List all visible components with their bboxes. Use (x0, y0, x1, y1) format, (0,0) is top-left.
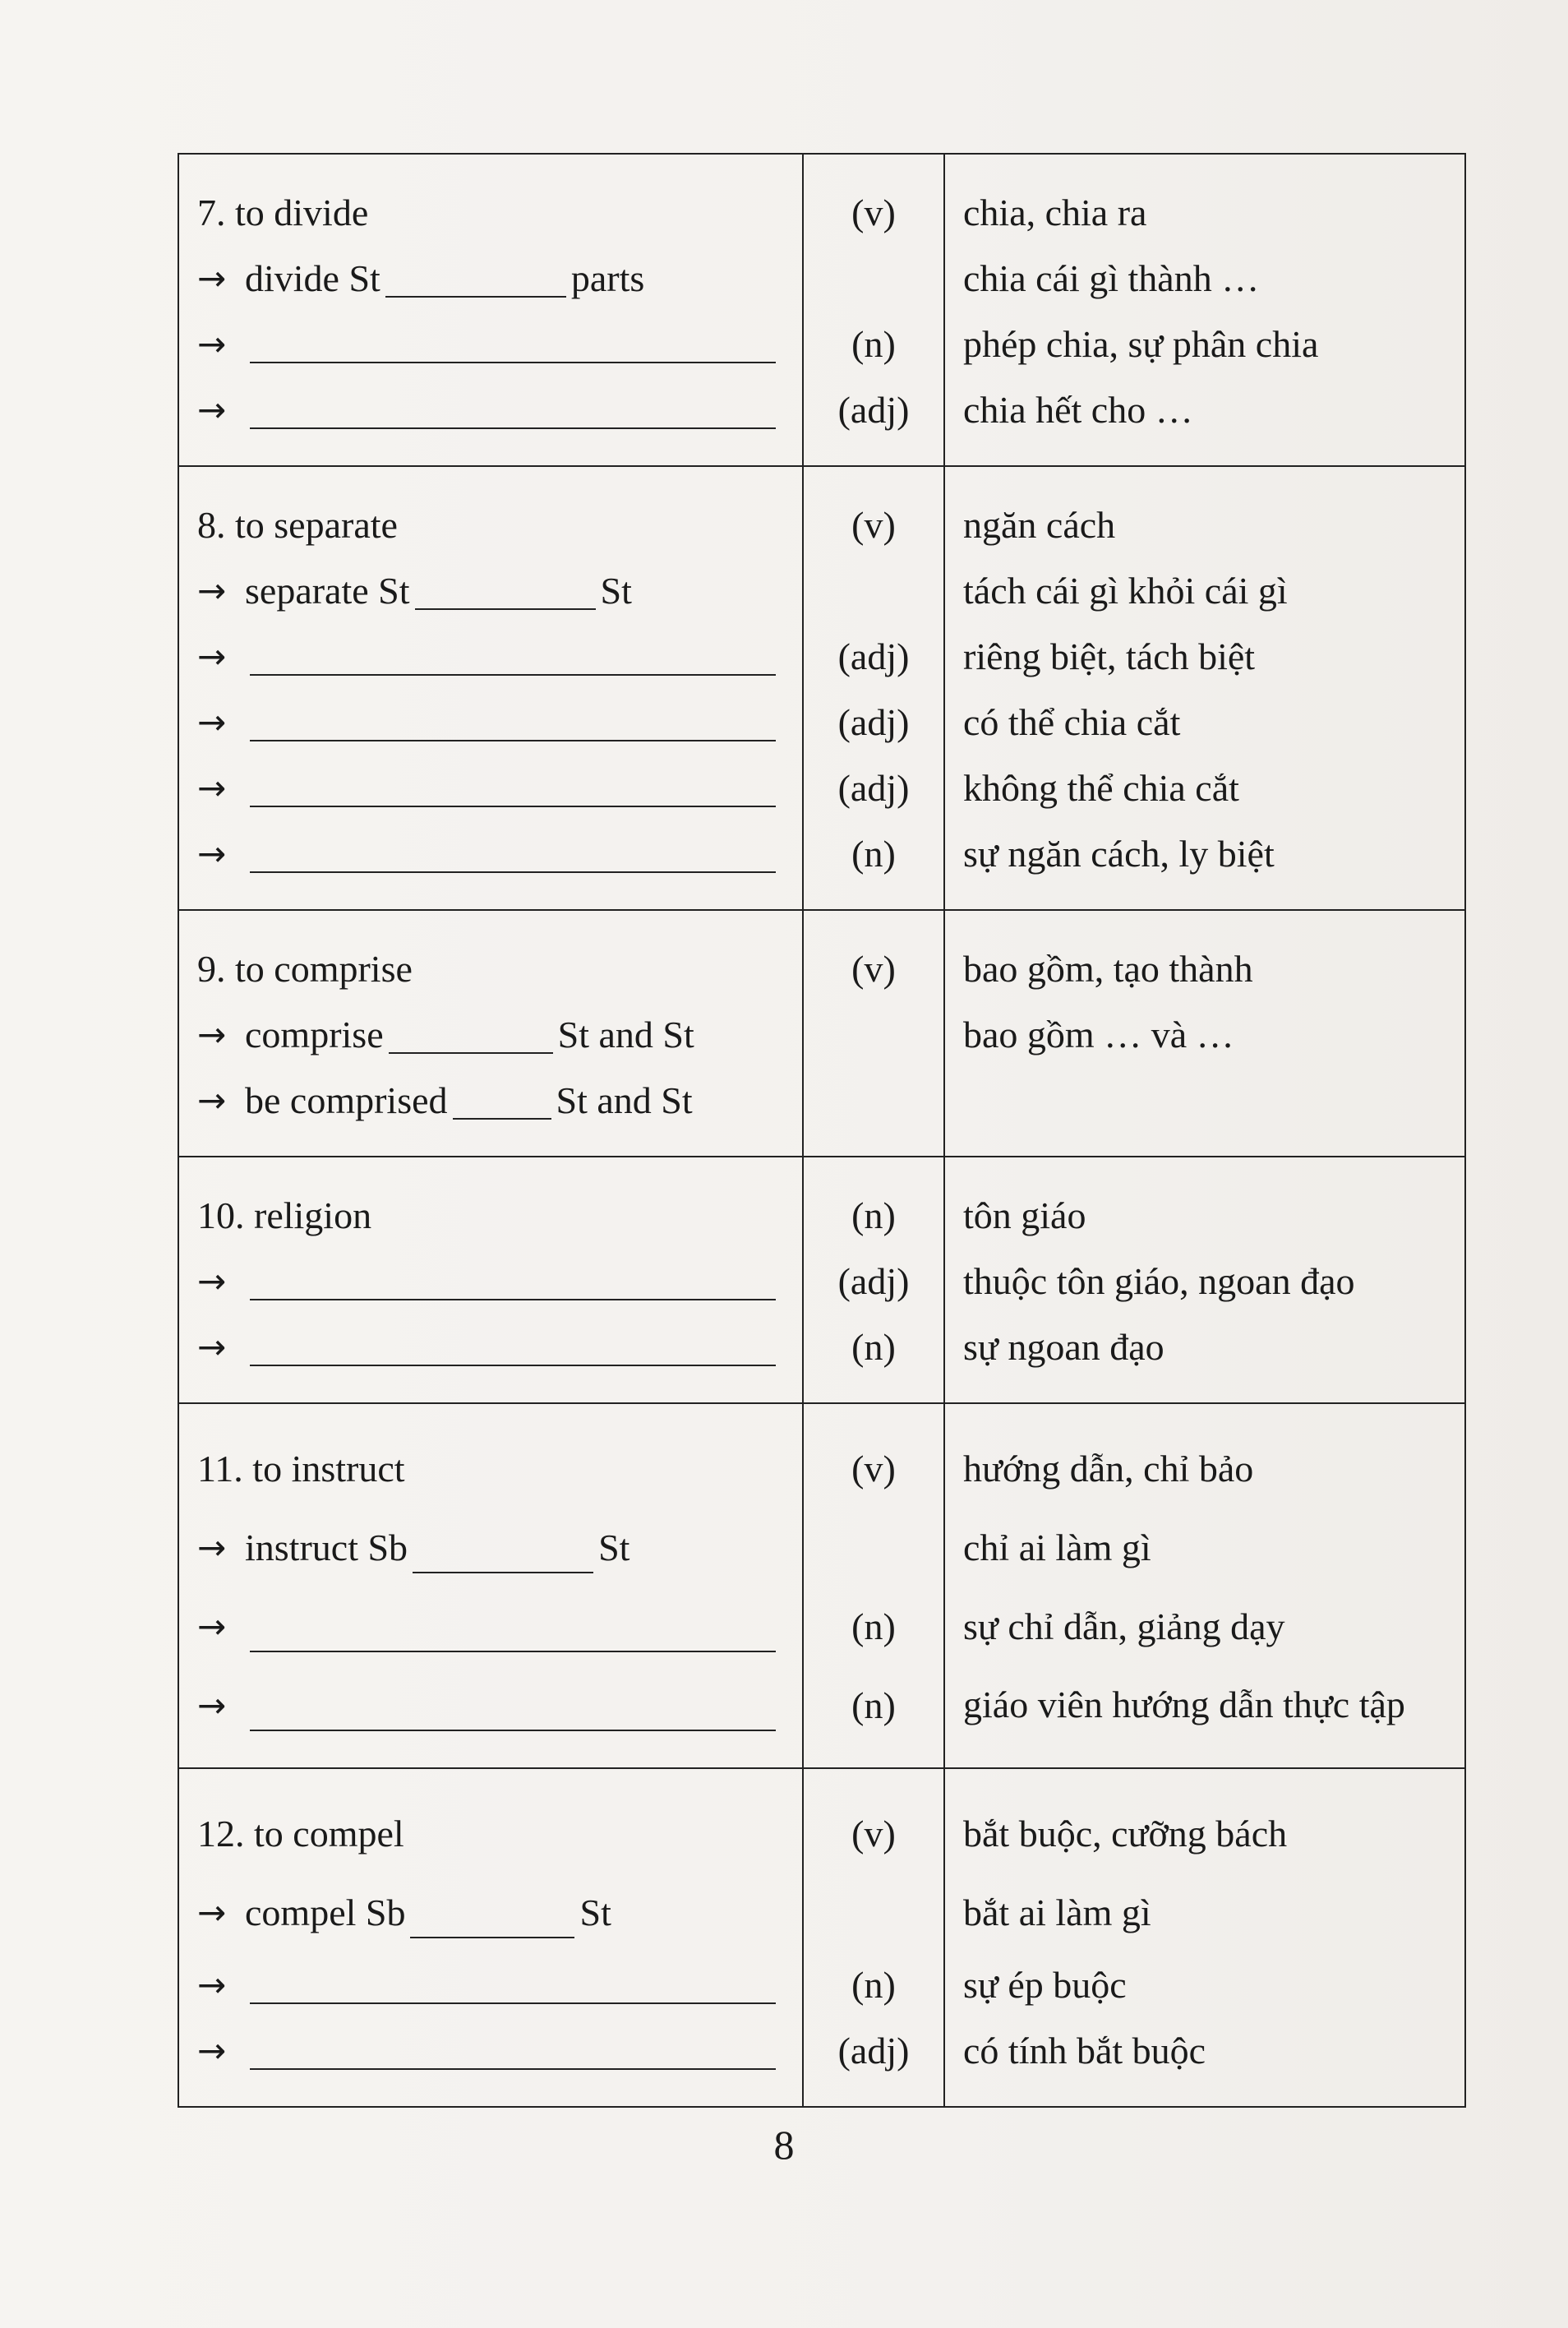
pos-label: (adj) (837, 1259, 910, 1302)
meaning: thuộc tôn giáo, ngoan đạo (963, 1259, 1355, 1302)
meaning: không thể chia cắt (963, 766, 1239, 809)
pos-label (804, 245, 943, 311)
arrow-icon: → (197, 1260, 227, 1301)
pos-label: (n) (851, 1325, 896, 1368)
collocation-prefix: instruct Sb (245, 1526, 408, 1568)
derivative-row (197, 820, 787, 886)
meaning: tôn giáo (963, 1194, 1086, 1236)
arrow-icon: → (197, 1527, 227, 1568)
collocation-suffix: St and St (556, 1079, 693, 1121)
blank-line[interactable] (250, 1700, 776, 1731)
meaning: bao gồm, tạo thành (963, 947, 1253, 990)
entry-divide (179, 155, 1464, 465)
headword: 10. religion (197, 1194, 372, 1236)
blank-line[interactable] (410, 1907, 574, 1938)
blank-line[interactable] (250, 1335, 776, 1366)
pos-label: (n) (851, 1963, 896, 2006)
collocation-row (197, 1067, 787, 1133)
collocation-suffix: St (600, 569, 632, 612)
collocation-row (197, 245, 787, 311)
blank-line[interactable] (250, 332, 776, 363)
headword: 11. to instruct (197, 1447, 405, 1490)
meaning: bắt ai làm gì (963, 1891, 1151, 1933)
meaning-column (945, 1404, 1464, 1767)
meaning (963, 1067, 1456, 1133)
arrow-icon: → (197, 767, 227, 808)
meaning: phép chia, sự phân chia (963, 322, 1319, 365)
part-of-speech-column (804, 1157, 945, 1402)
pos-label: (v) (851, 191, 896, 233)
pos-label: (v) (851, 1812, 896, 1855)
pos-label: (adj) (837, 700, 910, 743)
english-column (179, 155, 804, 465)
pos-label: (n) (851, 322, 896, 365)
derivative-row (197, 1665, 787, 1744)
pos-label (804, 1067, 943, 1133)
arrow-icon: → (197, 323, 227, 364)
blank-line[interactable] (250, 776, 776, 807)
arrow-icon: → (197, 1684, 227, 1725)
collocation-suffix: parts (570, 256, 645, 299)
vocabulary-table (178, 153, 1466, 2108)
english-column (179, 1157, 804, 1402)
meaning-column (945, 467, 1464, 909)
meaning: sự ngoan đạo (963, 1325, 1164, 1368)
meaning: chia, chia ra (963, 191, 1147, 233)
collocation-row (197, 1508, 787, 1587)
meaning: có tính bắt buộc (963, 2029, 1206, 2072)
blank-line[interactable] (250, 1269, 776, 1300)
pos-label: (adj) (837, 766, 910, 809)
arrow-icon: → (197, 389, 227, 430)
english-column (179, 911, 804, 1156)
pos-label: (n) (851, 1194, 896, 1236)
meaning: chia cái gì thành … (963, 256, 1260, 299)
pos-label: (v) (851, 947, 896, 990)
meaning-column (945, 911, 1464, 1156)
arrow-icon: → (197, 1892, 227, 1933)
derivative-row (197, 1248, 787, 1314)
collocation-row (197, 1873, 787, 1952)
arrow-icon: → (197, 1605, 227, 1647)
arrow-icon: → (197, 833, 227, 874)
blank-line[interactable] (250, 1621, 776, 1652)
part-of-speech-column (804, 467, 945, 909)
pos-label (804, 1001, 943, 1067)
pos-label (804, 1508, 943, 1587)
pos-label: (n) (851, 1605, 896, 1647)
pos-label: (n) (851, 832, 896, 875)
arrow-icon: → (197, 1326, 227, 1367)
arrow-icon: → (197, 1079, 227, 1120)
meaning: tách cái gì khỏi cái gì (963, 569, 1288, 612)
blank-line[interactable] (250, 1973, 776, 2004)
entry-separate (179, 465, 1464, 909)
meaning-column (945, 155, 1464, 465)
collocation-row (197, 557, 787, 623)
pos-label: (adj) (837, 635, 910, 677)
meaning: chia hết cho … (963, 388, 1193, 431)
meaning: bắt buộc, cưỡng bách (963, 1812, 1288, 1855)
arrow-icon: → (197, 1964, 227, 2005)
headword: 7. to divide (197, 191, 369, 233)
headword: 12. to compel (197, 1812, 404, 1855)
entry-instruct (179, 1402, 1464, 1767)
derivative-row (197, 623, 787, 689)
meaning: hướng dẫn, chỉ bảo (963, 1447, 1254, 1490)
arrow-icon: → (197, 635, 227, 677)
derivative-row (197, 1952, 787, 2017)
blank-line[interactable] (389, 1023, 553, 1054)
blank-line[interactable] (250, 398, 776, 429)
pos-label: (v) (851, 1447, 896, 1490)
entry-religion (179, 1156, 1464, 1402)
arrow-icon: → (197, 570, 227, 611)
blank-line[interactable] (250, 842, 776, 873)
pos-label: (v) (851, 503, 896, 546)
collocation-prefix: divide St (245, 256, 380, 299)
meaning: sự ngăn cách, ly biệt (963, 832, 1275, 875)
collocation-row (197, 1001, 787, 1067)
meaning: chỉ ai làm gì (963, 1526, 1151, 1568)
meaning: bao gồm … và … (963, 1013, 1234, 1055)
collocation-suffix: St (598, 1526, 630, 1568)
blank-line[interactable] (250, 710, 776, 741)
collocation-prefix: compel Sb (245, 1891, 406, 1933)
arrow-icon: → (197, 2030, 227, 2071)
derivative-row (197, 2017, 787, 2083)
collocation-prefix: be comprised (245, 1079, 448, 1121)
arrow-icon: → (197, 701, 227, 742)
blank-line[interactable] (385, 266, 566, 298)
blank-line[interactable] (413, 1542, 593, 1573)
entry-comprise (179, 909, 1464, 1156)
english-column (179, 1769, 804, 2106)
derivative-row (197, 376, 787, 442)
collocation-suffix: St (579, 1891, 611, 1933)
derivative-row (197, 311, 787, 376)
collocation-suffix: St and St (557, 1013, 694, 1055)
meaning-column (945, 1769, 1464, 2106)
pos-label (804, 557, 943, 623)
derivative-row (197, 1587, 787, 1665)
english-column (179, 1404, 804, 1767)
meaning: sự ép buộc (963, 1963, 1127, 2006)
pos-label: (adj) (837, 2029, 910, 2072)
page-number: 8 (773, 2122, 795, 2168)
collocation-prefix: comprise (245, 1013, 384, 1055)
blank-line[interactable] (415, 579, 596, 610)
meaning: giáo viên hướng dẫn thực tập (963, 1684, 1405, 1725)
part-of-speech-column (804, 1404, 945, 1767)
part-of-speech-column (804, 155, 945, 465)
blank-line[interactable] (250, 2039, 776, 2070)
collocation-prefix: separate St (245, 569, 410, 612)
derivative-row (197, 755, 787, 820)
blank-line[interactable] (250, 644, 776, 676)
part-of-speech-column (804, 911, 945, 1156)
headword: 9. to comprise (197, 947, 413, 990)
pos-label (804, 1873, 943, 1952)
meaning: sự chỉ dẫn, giảng dạy (963, 1605, 1285, 1647)
pos-label: (n) (851, 1684, 896, 1726)
arrow-icon: → (197, 1014, 227, 1055)
meaning: riêng biệt, tách biệt (963, 635, 1256, 677)
english-column (179, 467, 804, 909)
headword: 8. to separate (197, 503, 398, 546)
derivative-row (197, 1314, 787, 1379)
part-of-speech-column (804, 1769, 945, 2106)
pos-label: (adj) (837, 388, 910, 431)
meaning: ngăn cách (963, 503, 1116, 546)
arrow-icon: → (197, 257, 227, 298)
meaning-column (945, 1157, 1464, 1402)
meaning: có thể chia cắt (963, 700, 1181, 743)
blank-line[interactable] (453, 1088, 551, 1120)
entry-compel (179, 1767, 1464, 2106)
derivative-row (197, 689, 787, 755)
